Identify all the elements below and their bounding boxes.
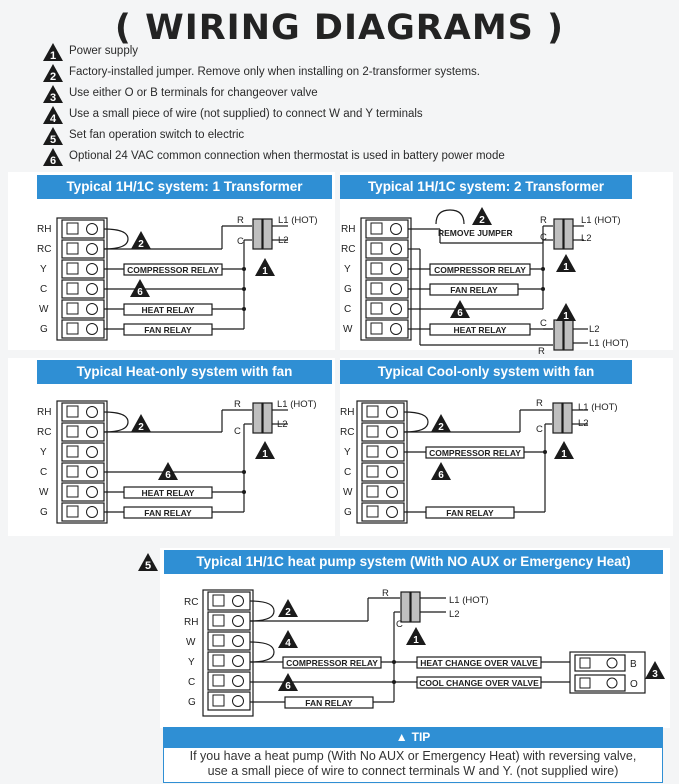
relay-compressor: COMPRESSOR RELAY	[434, 265, 526, 275]
terminal-g: G	[188, 697, 196, 708]
relay-fan: FAN RELAY	[450, 285, 498, 295]
svg-text:6: 6	[49, 155, 57, 167]
svg-text:1: 1	[262, 266, 268, 277]
terminal-g: G	[344, 284, 352, 295]
terminal-o: O	[630, 679, 638, 690]
label-c: C	[237, 236, 244, 247]
tip-line-1: If you have a heat pump (With No AUX or Emergency Heat) with reversing valve,	[189, 749, 637, 763]
note-text: Use either O or B terminals for changeover valve	[69, 87, 318, 99]
svg-text:1: 1	[262, 449, 268, 460]
cool-change-over-valve: COOL CHANGE OVER VALVE	[419, 678, 539, 688]
terminal-y: Y	[344, 447, 351, 458]
label-l1: L1 (HOT)	[278, 215, 318, 226]
relay-compressor: COMPRESSOR RELAY	[286, 658, 378, 668]
svg-text:2: 2	[138, 422, 144, 433]
terminal-c: C	[40, 467, 48, 478]
svg-text:6: 6	[438, 470, 444, 481]
svg-text:6: 6	[137, 287, 143, 298]
relay-heat: HEAT RELAY	[453, 325, 507, 335]
terminal-g: G	[40, 507, 48, 518]
terminal-rh: RH	[341, 224, 356, 235]
svg-text:6: 6	[285, 681, 291, 692]
svg-text:6: 6	[165, 470, 171, 481]
label-c: C	[536, 424, 543, 435]
terminal-rc: RC	[37, 427, 52, 438]
svg-text:1: 1	[561, 449, 567, 460]
label-l1: L1 (HOT)	[449, 595, 489, 606]
terminal-rh: RH	[340, 407, 355, 418]
label-l2: L2	[578, 418, 589, 429]
relay-compressor: COMPRESSOR RELAY	[429, 448, 521, 458]
label-c-2: C	[540, 318, 547, 329]
label-r-2: R	[538, 346, 545, 357]
svg-text:3: 3	[49, 92, 57, 104]
label-l1: L1 (HOT)	[581, 215, 621, 226]
terminal-g: G	[40, 324, 48, 335]
terminal-rh: RH	[37, 224, 52, 235]
terminal-c: C	[40, 284, 48, 295]
label-l1-2: L1 (HOT)	[589, 338, 629, 349]
remove-jumper-label: REMOVE JUMPER	[438, 228, 513, 238]
terminal-y: Y	[344, 264, 351, 275]
svg-text:4: 4	[49, 113, 57, 125]
terminal-w: W	[39, 304, 49, 315]
relay-compressor: COMPRESSOR RELAY	[127, 265, 219, 275]
heat-change-over-valve: HEAT CHANGE OVER VALVE	[420, 658, 538, 668]
page-title: ( WIRING DIAGRAMS )	[114, 8, 565, 48]
svg-text:4: 4	[285, 638, 291, 649]
terminal-rc: RC	[340, 427, 355, 438]
svg-text:2: 2	[438, 422, 444, 433]
label-r: R	[540, 215, 547, 226]
label-r: R	[382, 588, 389, 599]
terminal-c: C	[344, 304, 352, 315]
svg-text:1: 1	[49, 50, 57, 62]
terminal-g: G	[344, 507, 352, 518]
label-l2-2: L2	[589, 324, 600, 335]
terminal-rc: RC	[341, 244, 356, 255]
terminal-w: W	[39, 487, 49, 498]
note-text: Power supply	[69, 45, 139, 57]
banner-d3: Typical Heat-only system with fan	[37, 360, 332, 384]
relay-fan: FAN RELAY	[446, 508, 494, 518]
svg-text:6: 6	[457, 308, 463, 319]
terminal-y: Y	[188, 657, 195, 668]
label-l2: L2	[277, 419, 288, 430]
tip-line-2: use a small piece of wire to connect terminals W and Y. (not supplied wire)	[207, 764, 619, 778]
svg-text:3: 3	[652, 669, 658, 680]
terminal-b: B	[630, 659, 637, 670]
label-c: C	[540, 232, 547, 243]
terminal-w: W	[343, 324, 353, 335]
svg-text:5: 5	[144, 560, 152, 572]
banner-d5: Typical 1H/1C heat pump system (With NO AUX or Emergency Heat)	[164, 550, 663, 574]
label-l2: L2	[581, 233, 592, 244]
svg-text:1: 1	[563, 311, 569, 322]
label-r: R	[237, 215, 244, 226]
banner-d1: Typical 1H/1C system: 1 Transformer	[37, 175, 332, 199]
terminal-rh: RH	[184, 617, 199, 628]
label-l1: L1 (HOT)	[578, 402, 618, 413]
svg-text:1: 1	[563, 262, 569, 273]
label-c: C	[396, 619, 403, 630]
terminal-rh: RH	[37, 407, 52, 418]
svg-text:2: 2	[49, 71, 57, 83]
terminal-w: W	[343, 487, 353, 498]
label-l2: L2	[449, 609, 460, 620]
svg-text:2: 2	[138, 239, 144, 250]
label-l2: L2	[278, 235, 289, 246]
svg-text:1: 1	[413, 635, 419, 646]
note-text: Use a small piece of wire (not supplied) to connect W and Y terminals	[69, 108, 423, 120]
tip-header	[163, 727, 663, 747]
svg-text:5: 5	[49, 134, 57, 146]
terminal-y: Y	[40, 447, 47, 458]
terminal-rc: RC	[37, 244, 52, 255]
relay-fan: FAN RELAY	[144, 325, 192, 335]
label-r: R	[536, 398, 543, 409]
svg-text:2: 2	[479, 215, 485, 226]
banner-d4: Typical Cool-only system with fan	[340, 360, 632, 384]
label-r: R	[234, 399, 241, 410]
relay-fan: FAN RELAY	[144, 508, 192, 518]
label-l1: L1 (HOT)	[277, 399, 317, 410]
terminal-c: C	[344, 467, 352, 478]
banner-d2: Typical 1H/1C system: 2 Transformer	[340, 175, 632, 199]
warning-icon: ▲	[395, 730, 408, 744]
svg-text:2: 2	[285, 607, 291, 618]
relay-fan: FAN RELAY	[305, 698, 353, 708]
terminal-y: Y	[40, 264, 47, 275]
relay-heat: HEAT RELAY	[141, 305, 195, 315]
relay-heat: HEAT RELAY	[141, 488, 195, 498]
tip-title: TIP	[411, 730, 431, 744]
terminal-rc: RC	[184, 597, 199, 608]
label-c: C	[234, 426, 241, 437]
terminal-w: W	[186, 637, 196, 648]
tip-body	[163, 747, 663, 783]
terminal-c: C	[188, 677, 196, 688]
note-text: Set fan operation switch to electric	[69, 129, 245, 141]
note-text: Factory-installed jumper. Remove only when installing on 2-transformer systems.	[69, 66, 480, 78]
note-text: Optional 24 VAC common connection when thermostat is used in battery power mode	[69, 150, 505, 162]
